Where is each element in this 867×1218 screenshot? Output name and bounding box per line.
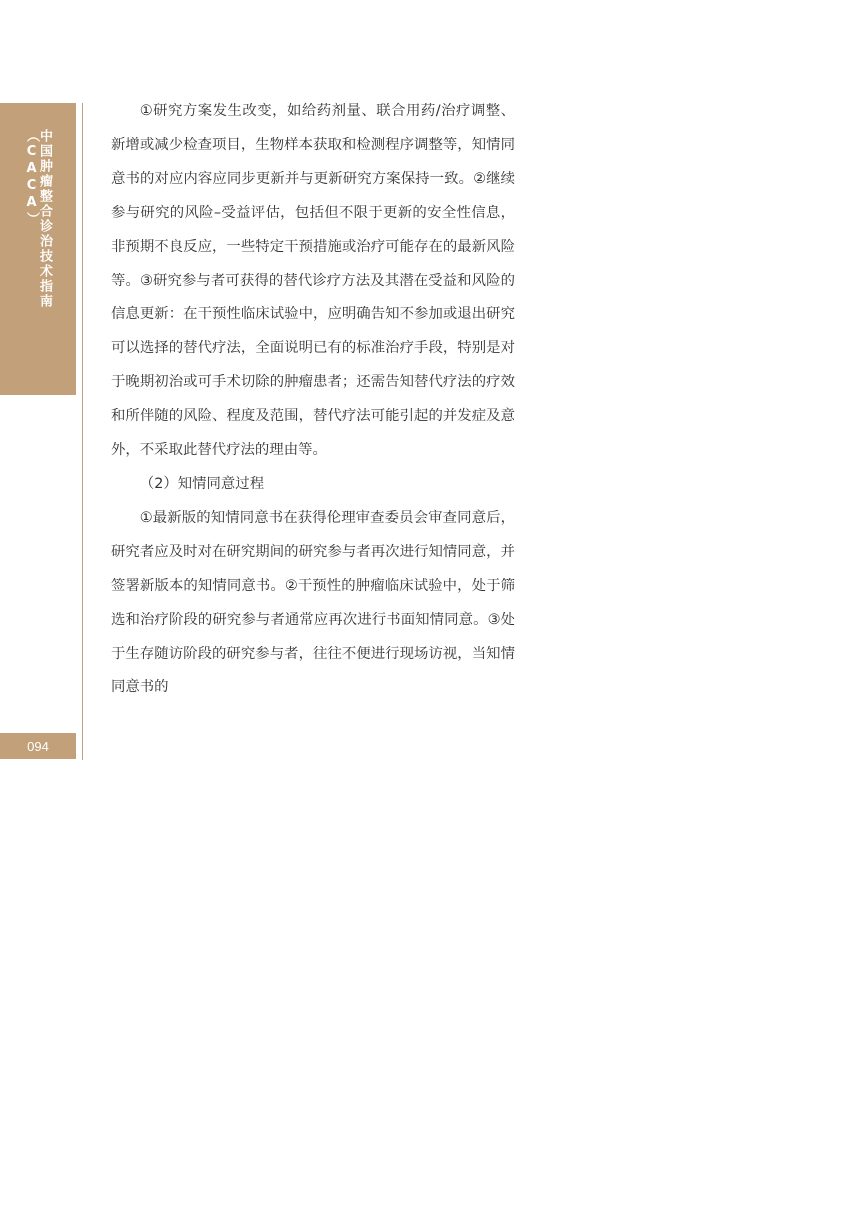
page-number: 094 <box>0 733 76 759</box>
book-title: 中国肿瘤整合诊治技术指南（CACA） <box>24 129 52 309</box>
section-heading: （2）知情同意过程 <box>139 475 265 492</box>
body-text <box>111 95 515 705</box>
paragraph: ①研究方案发生改变，如给药剂量、联合用药/治疗调整、新增或减少检查项目，生物样本获取和检测程序调整等，知情同意书的对应内容应同步更新并与更新研究方案保持一致。②继续参与研究的风险–受益评估，包括但不限于更新的安全性信息，非预期不良反应，一些特定干预措施或治疗可能存在的最新风险等。③研究参与者可获得的替代诊疗方法及其潜在受益和风险的信息更新：在干预性临床试验中，应明确告知不参加或退出研究可以选择的替代疗法，全面说明已有的标准治疗手段，特别是对于晚期初治或可手术切除的肿瘤患者；还需告知替代疗法的疗效和所伴随的风险、程度及范围，替代疗法可能引起的并发症及意外，不采取此替代疗法的理由等。 <box>111 103 515 459</box>
sidebar-tab <box>0 103 76 395</box>
margin-rule <box>82 103 83 760</box>
paragraph: ①最新版的知情同意书在获得伦理审查委员会审查同意后，研究者应及时对在研究期间的研究参与者再次进行知情同意，并签署新版本的知情同意书。②干预性的肿瘤临床试验中，处于筛选和治疗阶段的研究参与者通常应再次进行书面知情同意。③处于生存随访阶段的研究参与者，往往不便进行现场访视，当知情同意书的 <box>111 509 515 696</box>
